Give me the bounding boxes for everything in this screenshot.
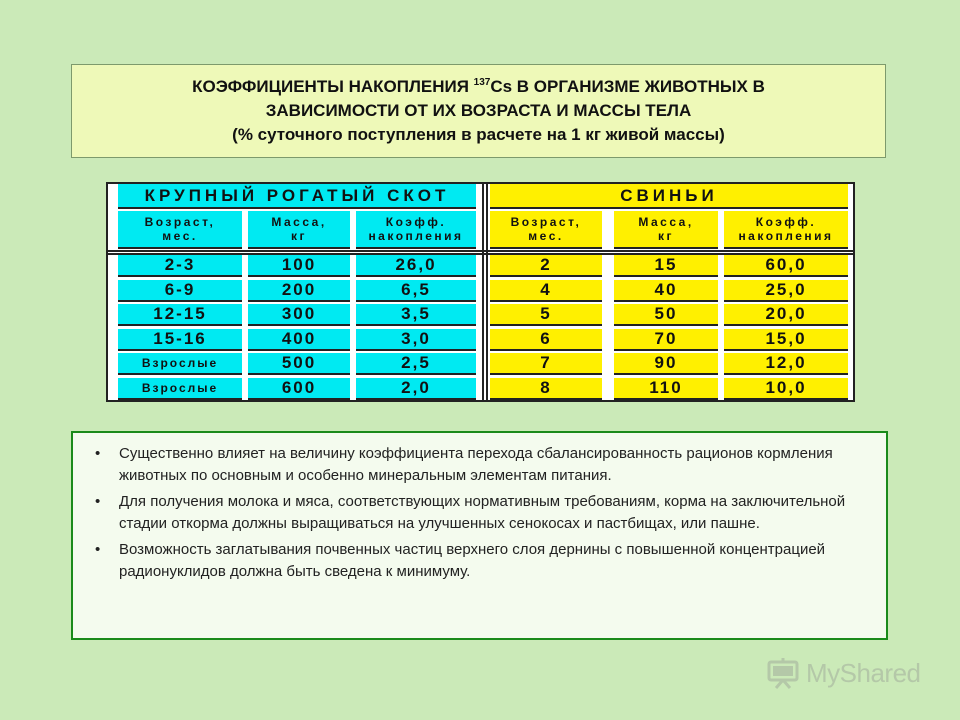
- pigs-table-cell: 20,0: [724, 304, 848, 326]
- pigs-table-cell: 7: [490, 353, 602, 375]
- watermark-text: MyShared: [806, 657, 921, 688]
- cattle-table-cell: 3,0: [356, 329, 476, 351]
- pigs-table-cell: 50: [614, 304, 718, 326]
- column-header-line: Возраст,: [510, 215, 582, 229]
- column-header-line: накопления: [368, 229, 464, 243]
- column-header-line: мес.: [528, 229, 564, 243]
- group-divider: [482, 184, 484, 400]
- cattle-column-header: [248, 211, 350, 249]
- pigs-column-header: [490, 211, 602, 249]
- pigs-table-cell: 90: [614, 353, 718, 375]
- cattle-table-cell: Взрослые: [118, 353, 242, 375]
- cattle-table-cell: 400: [248, 329, 350, 351]
- note-item: [95, 539, 866, 583]
- column-header-line: Масса,: [271, 215, 327, 229]
- presentation-board-icon: [766, 656, 800, 690]
- notes-box: [71, 431, 888, 640]
- accumulation-table: [106, 182, 855, 402]
- bullet: •: [95, 541, 101, 558]
- pigs-table-cell: 70: [614, 329, 718, 351]
- pigs-table-cell: 25,0: [724, 280, 848, 302]
- title-line-3: (% суточного поступления в расчете на 1 кг живой массы): [232, 125, 725, 144]
- note-item: [95, 443, 866, 487]
- cattle-table-cell: 26,0: [356, 255, 476, 277]
- group-divider: [486, 184, 488, 400]
- bullet: •: [95, 445, 101, 462]
- pigs-column-header: [614, 211, 718, 249]
- column-header-line: кг: [657, 229, 674, 243]
- cattle-table-cell: 12-15: [118, 304, 242, 326]
- column-header-line: Возраст,: [144, 215, 216, 229]
- pigs-column-header: [724, 211, 848, 249]
- pigs-table-cell: 2: [490, 255, 602, 277]
- note-item: [95, 491, 866, 535]
- cattle-table-cell: 6,5: [356, 280, 476, 302]
- note-text: Возможность заглатывания почвенных частиц верхнего слоя дернины с повышенной концентрацией радионуклидов должна быть сведена к минимуму.: [119, 541, 826, 580]
- pigs-table-cell: 10,0: [724, 378, 848, 400]
- pigs-table-cell: 4: [490, 280, 602, 302]
- watermark: [766, 656, 921, 690]
- pigs-table-cell: 15,0: [724, 329, 848, 351]
- cattle-column-header: [356, 211, 476, 249]
- note-text: Существенно влияет на величину коэффициента перехода сбалансированность рационов кормления животных по основным и особенно минеральным элементам питания.: [119, 445, 833, 484]
- title-line-1: КОЭФФИЦИЕНТЫ НАКОПЛЕНИЯ $^{137}$Cs В ОРГАНИЗМЕ ЖИВОТНЫХ В: [192, 77, 765, 96]
- cattle-table-cell: 200: [248, 280, 350, 302]
- cattle-table-cell: 15-16: [118, 329, 242, 351]
- title-box: [71, 64, 886, 158]
- cattle-table-cell: 300: [248, 304, 350, 326]
- header-divider: [108, 253, 853, 255]
- header-divider: [108, 250, 853, 252]
- cattle-column-header: [118, 211, 242, 249]
- column-header-line: Масса,: [638, 215, 694, 229]
- pigs-group-header: СВИНЬИ: [490, 184, 848, 209]
- note-text: Для получения молока и мяса, соответствующих нормативным требованиям, корма на заключительной стадии откорма должны выращиваться на улучшенных сенокосах и пастбищах, или пашне.: [119, 493, 846, 532]
- pigs-table-cell: 40: [614, 280, 718, 302]
- cattle-table-cell: 100: [248, 255, 350, 277]
- column-header-line: кг: [290, 229, 307, 243]
- pigs-table-cell: 12,0: [724, 353, 848, 375]
- cattle-group-header: КРУПНЫЙ РОГАТЫЙ СКОТ: [118, 184, 476, 209]
- column-header-line: Коэфф.: [755, 215, 817, 229]
- cattle-table-cell: 2,5: [356, 353, 476, 375]
- pigs-table-cell: 15: [614, 255, 718, 277]
- column-header-line: Коэфф.: [385, 215, 447, 229]
- cattle-table-cell: 2-3: [118, 255, 242, 277]
- cattle-table-cell: 6-9: [118, 280, 242, 302]
- title-line-2: ЗАВИСИМОСТИ ОТ ИХ ВОЗРАСТА И МАССЫ ТЕЛА: [265, 101, 692, 120]
- pigs-table-cell: 8: [490, 378, 602, 400]
- notes-list: [95, 443, 866, 583]
- pigs-table-cell: 6: [490, 329, 602, 351]
- cattle-table-cell: 3,5: [356, 304, 476, 326]
- cattle-table-cell: 500: [248, 353, 350, 375]
- cattle-table-cell: 600: [248, 378, 350, 400]
- pigs-table-cell: 110: [614, 378, 718, 400]
- cattle-table-cell: 2,0: [356, 378, 476, 400]
- cattle-table-cell: Взрослые: [118, 378, 242, 400]
- column-header-line: накопления: [738, 229, 834, 243]
- pigs-table-cell: 60,0: [724, 255, 848, 277]
- bullet: •: [95, 493, 101, 510]
- column-header-line: мес.: [162, 229, 198, 243]
- pigs-table-cell: 5: [490, 304, 602, 326]
